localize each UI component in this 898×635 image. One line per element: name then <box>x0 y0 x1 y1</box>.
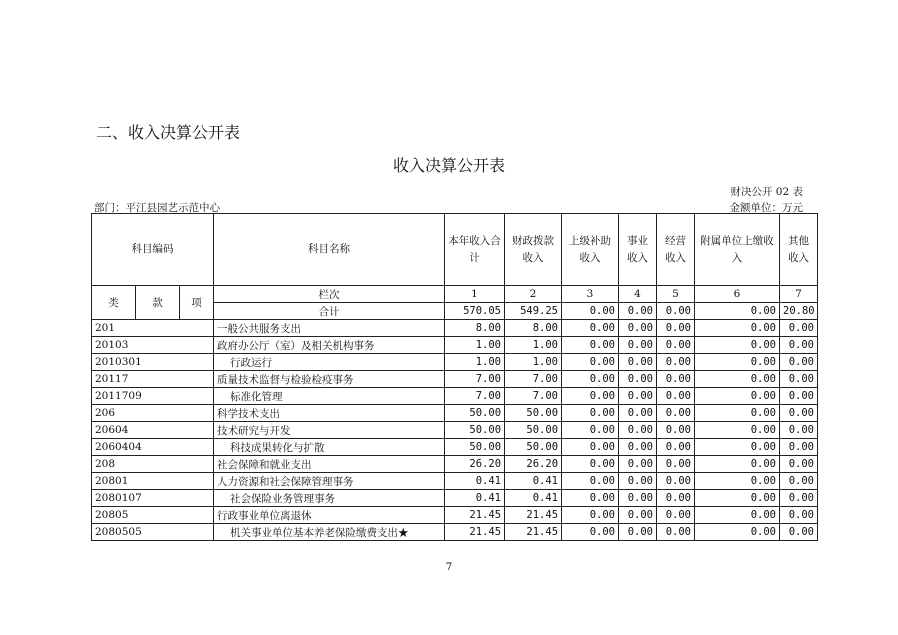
amount-cell: 7.00 <box>445 371 505 388</box>
amount-cell: 0.00 <box>619 405 657 422</box>
amount-cell: 0.00 <box>780 490 818 507</box>
amount-cell: 0.00 <box>780 422 818 439</box>
table-row <box>92 337 818 354</box>
department-label: 部门：平江县园艺示范中心 <box>94 202 220 214</box>
header-subject-name: 科目名称 <box>214 214 445 286</box>
subject-code: 2080505 <box>92 524 214 541</box>
subject-name: 社会保障和就业支出 <box>214 456 445 473</box>
col-number: 3 <box>562 286 619 303</box>
amount-cell: 7.00 <box>505 388 562 405</box>
amount-cell: 0.00 <box>780 337 818 354</box>
amount-cell: 50.00 <box>445 422 505 439</box>
header-row <box>92 214 818 286</box>
amount-cell: 0.00 <box>562 320 619 337</box>
amount-cell: 0.00 <box>562 405 619 422</box>
subject-name: 技术研究与开发 <box>214 422 445 439</box>
total-label: 合计 <box>214 303 445 320</box>
amount-cell: 8.00 <box>445 320 505 337</box>
table-row <box>92 388 818 405</box>
col-number: 5 <box>657 286 695 303</box>
amount-cell: 1.00 <box>445 337 505 354</box>
subject-name: 社会保险业务管理事务 <box>214 490 445 507</box>
subject-code: 2010301 <box>92 354 214 371</box>
amount-cell: 0.00 <box>619 439 657 456</box>
amount-cell: 0.00 <box>619 490 657 507</box>
subject-code: 2060404 <box>92 439 214 456</box>
subject-name: 一般公共服务支出 <box>214 320 445 337</box>
amount-cell: 0.00 <box>695 320 780 337</box>
amount-cell: 0.00 <box>619 320 657 337</box>
table-row <box>92 354 818 371</box>
amount-cell: 0.00 <box>657 473 695 490</box>
subject-code: 20805 <box>92 507 214 524</box>
amount-cell: 0.41 <box>505 490 562 507</box>
header-subject-code: 科目编码 <box>92 214 214 286</box>
subject-code: 2080107 <box>92 490 214 507</box>
amount-cell: 0.00 <box>695 524 780 541</box>
amount-cell: 0.00 <box>562 524 619 541</box>
table-row <box>92 507 818 524</box>
amount-cell: 0.00 <box>562 388 619 405</box>
subject-code: 20117 <box>92 371 214 388</box>
amount-cell: 0.00 <box>562 354 619 371</box>
table-row <box>92 320 818 337</box>
amount-cell: 0.00 <box>619 388 657 405</box>
amount-cell: 21.45 <box>505 524 562 541</box>
amount-cell: 0.00 <box>619 507 657 524</box>
amount-cell: 0.00 <box>657 456 695 473</box>
amount-cell: 1.00 <box>505 337 562 354</box>
amount-cell: 0.00 <box>619 371 657 388</box>
subject-name: 行政运行 <box>214 354 445 371</box>
amount-cell: 0.00 <box>695 405 780 422</box>
amount-cell: 0.00 <box>562 371 619 388</box>
amount-cell: 0.00 <box>695 337 780 354</box>
header-lanci: 栏次 <box>214 286 445 303</box>
amount-cell: 0.00 <box>619 337 657 354</box>
amount-cell: 21.45 <box>445 524 505 541</box>
amount-cell: 0.00 <box>657 439 695 456</box>
subject-code: 208 <box>92 456 214 473</box>
table-row <box>92 490 818 507</box>
header-col4: 事业收入 <box>619 214 657 286</box>
subject-name: 机关事业单位基本养老保险缴费支出★ <box>214 524 445 541</box>
table-row <box>92 473 818 490</box>
amount-cell: 0.00 <box>562 456 619 473</box>
amount-cell: 0.41 <box>445 473 505 490</box>
amount-cell: 0.00 <box>657 490 695 507</box>
total-value: 549.25 <box>505 303 562 320</box>
subject-name: 人力资源和社会保障管理事务 <box>214 473 445 490</box>
subject-name: 科学技术支出 <box>214 405 445 422</box>
amount-cell: 0.00 <box>657 507 695 524</box>
amount-cell: 50.00 <box>505 422 562 439</box>
header-col7: 其他收入 <box>780 214 818 286</box>
header-lei: 类 <box>92 286 136 320</box>
column-number-row <box>92 286 818 303</box>
amount-cell: 50.00 <box>505 439 562 456</box>
amount-cell: 0.00 <box>695 473 780 490</box>
amount-cell: 0.00 <box>780 524 818 541</box>
amount-cell: 0.00 <box>657 422 695 439</box>
amount-cell: 0.00 <box>562 439 619 456</box>
table-row <box>92 405 818 422</box>
header-col1: 本年收入合计 <box>445 214 505 286</box>
table-row <box>92 422 818 439</box>
subject-code: 206 <box>92 405 214 422</box>
header-col5: 经营收入 <box>657 214 695 286</box>
amount-cell: 0.00 <box>562 473 619 490</box>
total-value: 570.05 <box>445 303 505 320</box>
header-kuan: 款 <box>136 286 180 320</box>
total-value: 0.00 <box>619 303 657 320</box>
amount-cell: 0.00 <box>695 354 780 371</box>
subject-code: 20801 <box>92 473 214 490</box>
header-col3: 上级补助收入 <box>562 214 619 286</box>
amount-cell: 0.00 <box>780 473 818 490</box>
amount-cell: 21.45 <box>505 507 562 524</box>
col-number: 1 <box>445 286 505 303</box>
total-value: 0.00 <box>695 303 780 320</box>
amount-cell: 0.00 <box>695 507 780 524</box>
amount-cell: 0.00 <box>562 490 619 507</box>
amount-cell: 0.00 <box>657 371 695 388</box>
amount-cell: 0.00 <box>657 337 695 354</box>
amount-cell: 0.00 <box>695 439 780 456</box>
total-value: 20.80 <box>780 303 818 320</box>
amount-cell: 26.20 <box>445 456 505 473</box>
unit-label: 金额单位：万元 <box>729 202 803 214</box>
amount-cell: 0.00 <box>619 354 657 371</box>
amount-cell: 8.00 <box>505 320 562 337</box>
subject-name: 政府办公厅（室）及相关机构事务 <box>214 337 445 354</box>
amount-cell: 1.00 <box>445 354 505 371</box>
amount-cell: 0.00 <box>657 320 695 337</box>
amount-cell: 0.00 <box>695 456 780 473</box>
subject-code: 20604 <box>92 422 214 439</box>
total-value: 0.00 <box>562 303 619 320</box>
amount-cell: 0.00 <box>695 388 780 405</box>
amount-cell: 0.00 <box>780 456 818 473</box>
amount-cell: 0.00 <box>780 388 818 405</box>
subject-code: 20103 <box>92 337 214 354</box>
amount-cell: 0.00 <box>780 439 818 456</box>
page-number: 7 <box>445 561 453 573</box>
table-row <box>92 524 818 541</box>
table-row <box>92 456 818 473</box>
amount-cell: 0.00 <box>657 524 695 541</box>
amount-cell: 0.41 <box>505 473 562 490</box>
col-number: 6 <box>695 286 780 303</box>
subject-name: 质量技术监督与检验检疫事务 <box>214 371 445 388</box>
header-xiang: 项 <box>180 286 214 320</box>
amount-cell: 0.00 <box>619 456 657 473</box>
amount-cell: 0.00 <box>562 507 619 524</box>
amount-cell: 0.00 <box>695 490 780 507</box>
amount-cell: 0.00 <box>619 422 657 439</box>
amount-cell: 26.20 <box>505 456 562 473</box>
data-rows <box>92 320 818 541</box>
col-number: 7 <box>780 286 818 303</box>
subject-code: 201 <box>92 320 214 337</box>
amount-cell: 0.00 <box>619 524 657 541</box>
amount-cell: 0.00 <box>780 371 818 388</box>
amount-cell: 0.00 <box>562 422 619 439</box>
amount-cell: 0.00 <box>780 354 818 371</box>
amount-cell: 0.00 <box>695 422 780 439</box>
amount-cell: 50.00 <box>445 439 505 456</box>
amount-cell: 7.00 <box>445 388 505 405</box>
amount-cell: 21.45 <box>445 507 505 524</box>
amount-cell: 0.41 <box>445 490 505 507</box>
subject-name: 科技成果转化与扩散 <box>214 439 445 456</box>
amount-cell: 50.00 <box>505 405 562 422</box>
subject-name: 行政事业单位离退休 <box>214 507 445 524</box>
table-row <box>92 439 818 456</box>
amount-cell: 0.00 <box>780 405 818 422</box>
amount-cell: 0.00 <box>780 507 818 524</box>
subject-code: 2011709 <box>92 388 214 405</box>
amount-cell: 0.00 <box>780 320 818 337</box>
subject-name: 标准化管理 <box>214 388 445 405</box>
section-heading: 二、收入决算公开表 <box>96 123 241 142</box>
form-code: 财决公开 02 表 <box>730 186 803 198</box>
amount-cell: 0.00 <box>657 388 695 405</box>
table-row <box>92 371 818 388</box>
document-title: 收入决算公开表 <box>392 156 505 175</box>
amount-cell: 7.00 <box>505 371 562 388</box>
amount-cell: 50.00 <box>445 405 505 422</box>
amount-cell: 0.00 <box>657 354 695 371</box>
amount-cell: 0.00 <box>695 371 780 388</box>
col-number: 4 <box>619 286 657 303</box>
col-number: 2 <box>505 286 562 303</box>
amount-cell: 0.00 <box>562 337 619 354</box>
header-col2: 财政拨款收入 <box>505 214 562 286</box>
amount-cell: 0.00 <box>619 473 657 490</box>
income-table <box>91 213 818 541</box>
total-value: 0.00 <box>657 303 695 320</box>
header-col6: 附属单位上缴收入 <box>695 214 780 286</box>
amount-cell: 1.00 <box>505 354 562 371</box>
amount-cell: 0.00 <box>657 405 695 422</box>
